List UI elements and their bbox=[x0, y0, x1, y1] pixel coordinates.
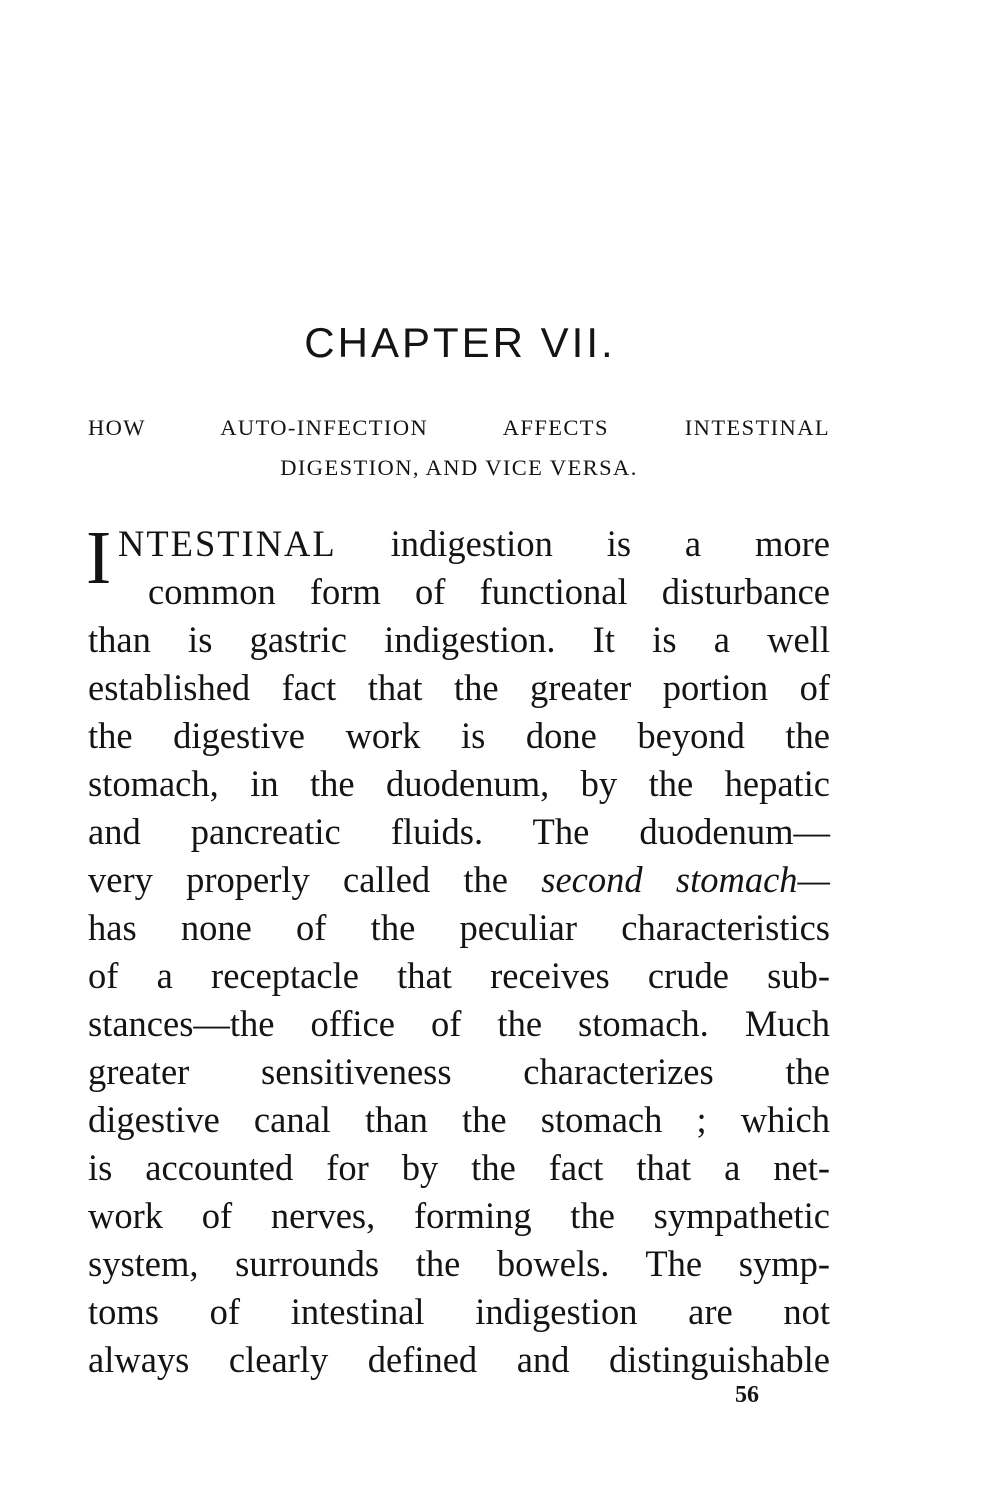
text-line-13: digestive canal than the stomach ; which bbox=[88, 1099, 830, 1140]
text-line-12: greater sensitiveness characterizes the bbox=[88, 1051, 830, 1092]
text-line-9: has none of the peculiar characteristics bbox=[88, 907, 830, 948]
subtitle-line-2: DIGESTION, AND VICE VERSA. bbox=[280, 455, 638, 480]
first-word: NTESTINAL bbox=[118, 523, 337, 564]
text-line-15: work of nerves, forming the sympathetic bbox=[88, 1195, 830, 1236]
text-line-18: always clearly defined and distinguishable bbox=[88, 1339, 830, 1380]
page-number: 56 bbox=[735, 1382, 759, 1408]
text-line-8 bbox=[88, 856, 830, 904]
line-1-rest: indigestion is a more bbox=[336, 523, 830, 564]
text-line-4: established fact that the greater portion of bbox=[88, 667, 830, 708]
body-paragraph bbox=[86, 516, 831, 1384]
text-line-6: stomach, in the duodenum, by the hepatic bbox=[88, 763, 830, 804]
subtitle-line-1: HOW AUTO-INFECTION AFFECTS INTESTINAL bbox=[88, 415, 830, 440]
text-line-10: of a receptacle that receives crude sub- bbox=[88, 955, 830, 996]
text-line-11: stances—the office of the stomach. Much bbox=[88, 1003, 830, 1044]
text-line-17: toms of intestinal indigestion are not bbox=[88, 1291, 830, 1332]
text-line-1 bbox=[88, 520, 830, 568]
italic-phrase: second stomach— bbox=[541, 859, 831, 900]
drop-cap-letter: I bbox=[86, 516, 112, 600]
line-8-start: very properly called the bbox=[88, 859, 509, 900]
text-line-5: the digestive work is done beyond the bbox=[88, 715, 830, 756]
text-line-16: system, surrounds the bowels. The symp- bbox=[88, 1243, 830, 1284]
chapter-title: CHAPTER VII. bbox=[304, 319, 616, 366]
text-line-2: common form of functional disturbance bbox=[148, 571, 830, 612]
text-line-14: is accounted for by the fact that a net- bbox=[88, 1147, 830, 1188]
text-line-3: than is gastric indigestion. It is a well bbox=[88, 619, 830, 660]
chapter-subtitle bbox=[88, 408, 830, 488]
text-line-7: and pancreatic fluids. The duodenum— bbox=[88, 811, 830, 852]
